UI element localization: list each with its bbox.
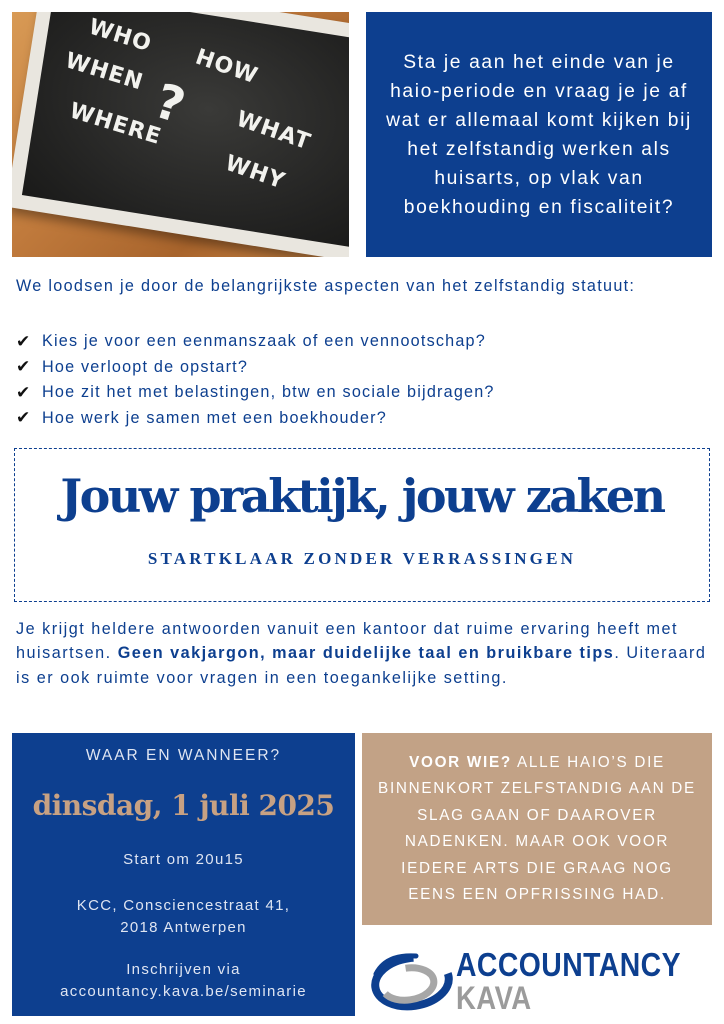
chalkboard [22,12,349,248]
audience-description: ALLE HAIO’S DIE BINNENKORT ZELFSTANDIG AAN DE SLAG GAAN OF DAAROVER NADENKEN. MAAR OOK VOOR IEDERE ARTS DIE GRAAG NOG EENS EEN OPFRISSING HAD. [378,753,696,903]
registration-link[interactable]: accountancy.kava.be/seminarie [60,983,307,1000]
event-location [12,895,355,939]
chalk-question-mark: ? [148,73,193,136]
chalkboard-photo [12,12,349,257]
checklist-item-text: Hoe werk je samen met een boekhouder? [42,408,387,427]
event-date: dinsdag, 1 juli 2025 [32,789,335,822]
body-text-part: . Uiteraard is er ook ruimte voor vragen in een toegankelijke setting. [16,644,707,687]
checklist-item [16,406,495,432]
checkmark-icon: ✔ [16,408,32,429]
chalk-word: WHERE [66,98,165,151]
chalk-word: WHAT [233,106,314,156]
intro-text: Sta je aan het einde van je haio-periode en vraag je je af wat er allemaal komt kijken bij het zelfstandig werken als huisarts, op vlak van boekhouding en fiscaliteit? [386,51,692,218]
accountancy-kava-logo [368,944,712,1016]
registration-label: Inschrijven via [126,961,241,978]
checklist-item [16,355,495,381]
intro-box [366,12,712,257]
chalk-word: HOW [192,44,262,90]
page-subtitle: STARTKLAAR ZONDER VERRASSINGEN [147,549,577,568]
checklist-item [16,329,495,355]
event-box [12,733,355,1016]
chalk-word: WHY [221,150,289,195]
event-time: Start om 20u15 [123,851,244,868]
audience-label: VOOR WIE? [409,753,512,771]
event-heading: WAAR EN WANNEER? [85,747,282,764]
logo-swoosh-icon [368,944,454,1016]
audience-box [362,733,712,925]
checklist-item-text: Hoe verloopt de opstart? [42,357,249,376]
chalkboard-frame [12,12,349,257]
checklist-item-text: Kies je voor een eenmanszaak of een vennootschap? [42,332,486,351]
checklist-item [16,380,495,406]
body-paragraph [16,617,710,690]
chalk-word: WHO [85,14,155,58]
body-text-part: Je krijgt heldere antwoorden vanuit een kantoor dat ruime ervaring heeft met huisartsen. [16,620,678,663]
lead-text: We loodsen je door de belangrijkste aspecten van het zelfstandig statuut: [16,277,636,295]
chalk-word: WHEN [62,48,147,96]
checklist [16,329,495,431]
event-registration [12,959,355,1003]
event-location-line: 2018 Antwerpen [120,919,247,936]
checklist-item-text: Hoe zit het met belastingen, btw en sociale bijdragen? [42,383,495,402]
audience-text [376,750,698,909]
logo-word-accountancy: ACCOUNTANCY [456,946,681,983]
page-title: Jouw praktijk, jouw zaken [60,469,664,523]
event-location-line: KCC, Consciencestraat 41, [76,897,291,914]
checkmark-icon: ✔ [16,357,32,378]
title-box [14,448,710,602]
checkmark-icon: ✔ [16,382,32,403]
logo-word-kava: KAVA [456,980,532,1016]
checkmark-icon: ✔ [16,331,32,352]
body-text-bold: Geen vakjargon, maar duidelijke taal en bruikbare tips [117,644,615,663]
